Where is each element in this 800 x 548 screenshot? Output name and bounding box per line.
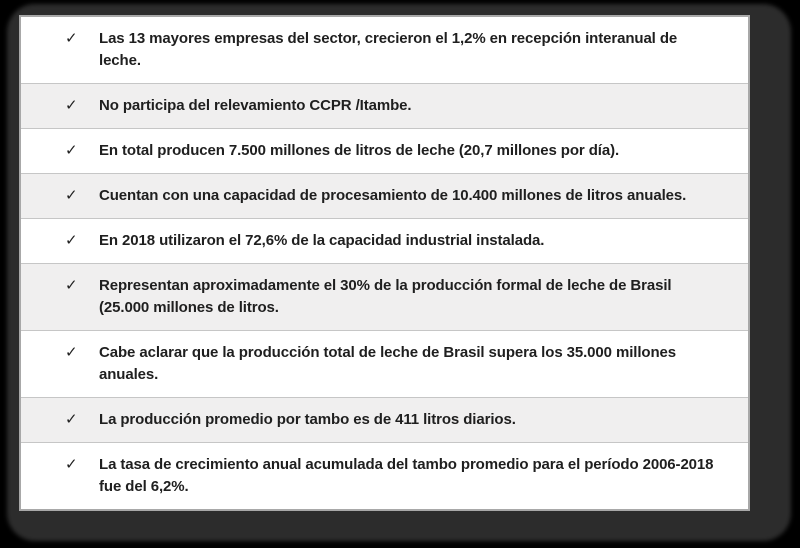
checklist-panel: [19, 15, 750, 511]
checkmark-icon: ✓: [65, 411, 78, 428]
list-item-text: Representan aproximadamente el 30% de la producción formal de leche de Brasil (25.000 millones de litros.: [99, 277, 672, 316]
checkmark-icon: ✓: [65, 187, 78, 204]
list-item-text: En 2018 utilizaron el 72,6% de la capacidad industrial instalada.: [99, 232, 545, 249]
checkmark-icon: ✓: [65, 30, 78, 47]
list-item-text: La producción promedio por tambo es de 411 litros diarios.: [99, 411, 516, 428]
list-item: [21, 83, 748, 128]
list-item: [21, 17, 748, 83]
list-item-text: Cabe aclarar que la producción total de leche de Brasil supera los 35.000 millones anuales.: [99, 344, 677, 383]
list-item: [21, 263, 748, 330]
list-item-text: La tasa de crecimiento anual acumulada del tambo promedio para el período 2006-2018 fue del 6,2%.: [99, 456, 714, 495]
list-item: [21, 330, 748, 397]
checkmark-icon: ✓: [65, 456, 78, 473]
list-item-text: No participa del relevamiento CCPR /Itambe.: [99, 97, 412, 114]
list-item: [21, 442, 748, 509]
list-item-text: Las 13 mayores empresas del sector, crecieron el 1,2% en recepción interanual de leche.: [99, 30, 678, 69]
list-item: [21, 218, 748, 263]
list-item: [21, 173, 748, 218]
list-item: [21, 397, 748, 442]
checkmark-icon: ✓: [65, 142, 78, 159]
checkmark-icon: ✓: [65, 344, 78, 361]
checkmark-icon: ✓: [65, 97, 78, 114]
list-item-text: Cuentan con una capacidad de procesamiento de 10.400 millones de litros anuales.: [99, 187, 687, 204]
checkmark-icon: ✓: [65, 232, 78, 249]
list-item: [21, 128, 748, 173]
checkmark-icon: ✓: [65, 277, 78, 294]
list-item-text: En total producen 7.500 millones de litros de leche (20,7 millones por día).: [99, 142, 620, 159]
